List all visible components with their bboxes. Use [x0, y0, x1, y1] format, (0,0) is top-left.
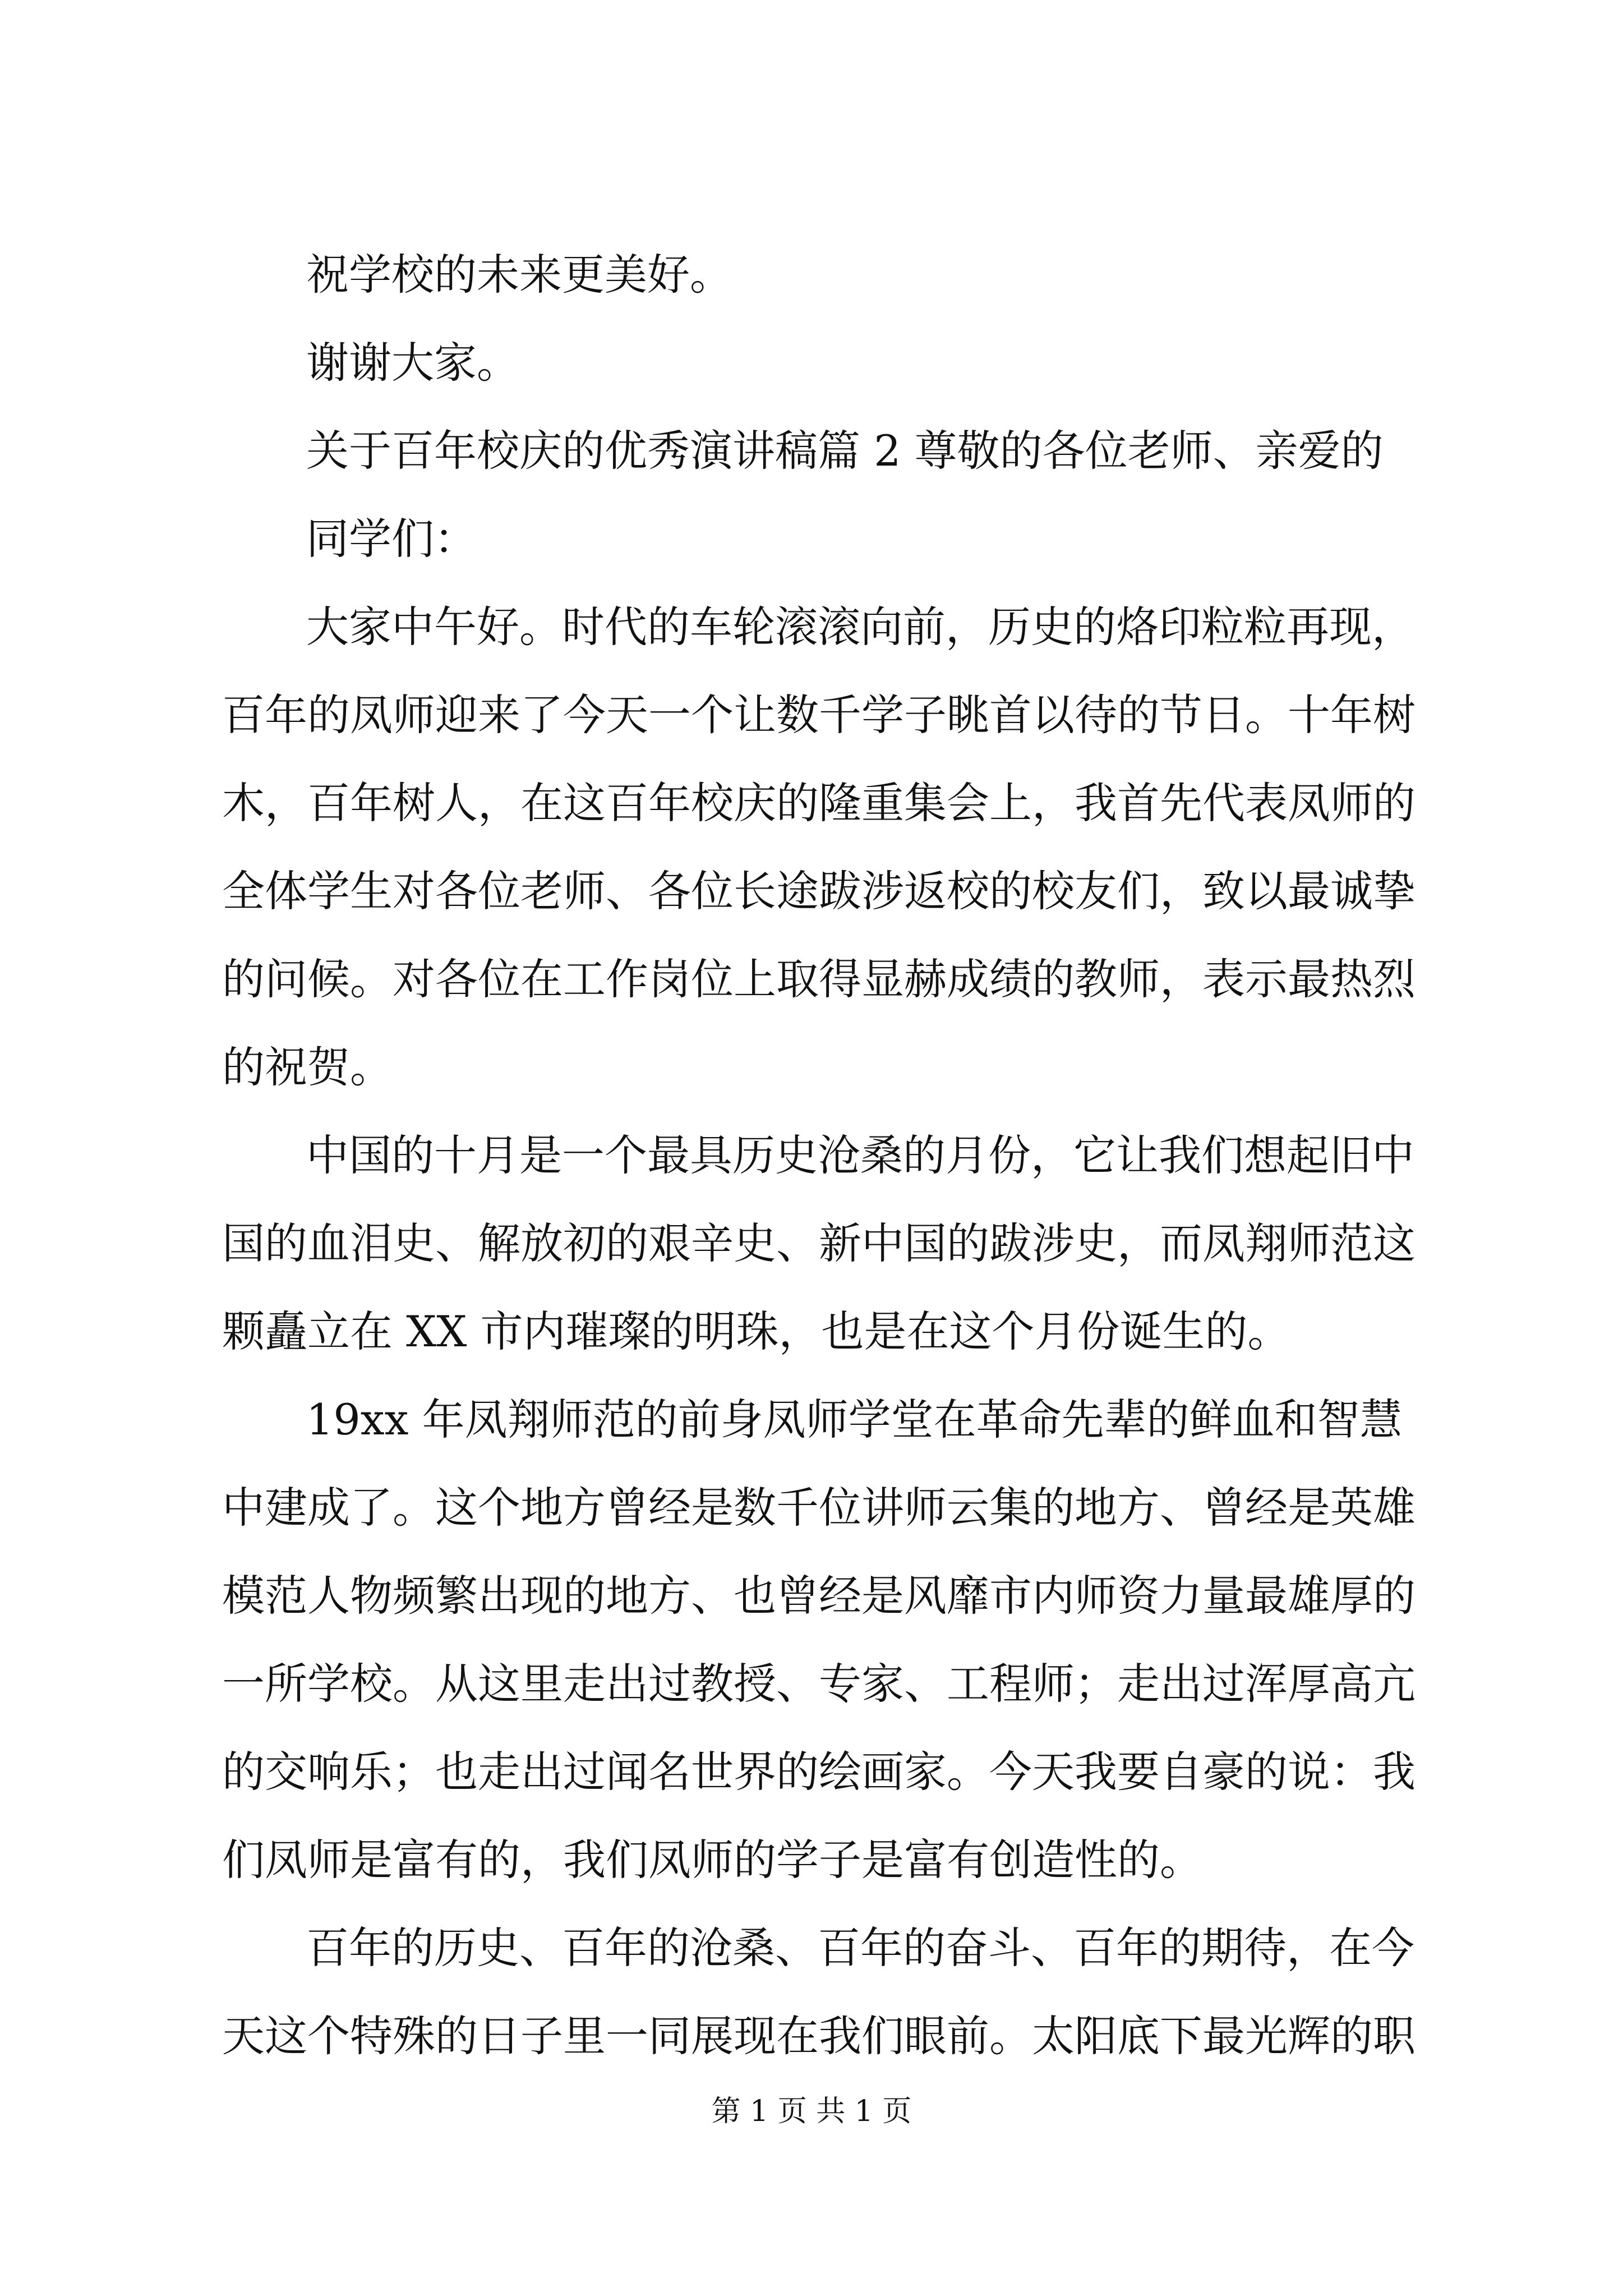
- paragraph-line: 的问候。对各位在工作岗位上取得显赫成绩的教师，表示最热烈: [222, 954, 1415, 1004]
- paragraph-line: 木，百年树人，在这百年校庆的隆重集会上，我首先代表凤师的: [222, 778, 1415, 828]
- paragraph-line: 一所学校。从这里走出过教授、专家、工程师；走出过浑厚高亢: [222, 1659, 1415, 1709]
- paragraph-line: 的交响乐；也走出过闻名世界的绘画家。今天我要自豪的说：我: [222, 1747, 1415, 1797]
- paragraph-line: 们凤师是富有的，我们凤师的学子是富有创造性的。: [222, 1835, 1202, 1885]
- paragraph-line: 关于百年校庆的优秀演讲稿篇 2 尊敬的各位老师、亲爱的: [306, 426, 1384, 476]
- paragraph-line: 同学们：: [306, 514, 477, 564]
- paragraph-line: 百年的历史、百年的沧桑、百年的奋斗、百年的期待，在今: [306, 1923, 1414, 1973]
- paragraph-line: 大家中午好。时代的车轮滚滚向前，历史的烙印粒粒再现，: [306, 602, 1414, 652]
- paragraph-line: 的祝贺。: [222, 1042, 393, 1092]
- paragraph-line: 百年的凤师迎来了今天一个让数千学子眺首以待的节日。十年树: [222, 690, 1415, 740]
- paragraph-line: 颗矗立在 XX 市内璀璨的明珠，也是在这个月份诞生的。: [222, 1306, 1290, 1356]
- paragraph-line: 模范人物频繁出现的地方、也曾经是风靡市内师资力量最雄厚的: [222, 1571, 1415, 1621]
- paragraph-line: 天这个特殊的日子里一同展现在我们眼前。太阳底下最光辉的职: [222, 2011, 1415, 2061]
- paragraph-line: 中国的十月是一个最具历史沧桑的月份，它让我们想起旧中: [306, 1130, 1414, 1180]
- paragraph-line: 祝学校的未来更美好。: [306, 250, 732, 300]
- paragraph-line: 中建成了。这个地方曾经是数千位讲师云集的地方、曾经是英雄: [222, 1483, 1415, 1533]
- paragraph-line: 谢谢大家。: [306, 338, 519, 388]
- paragraph-line: 国的血泪史、解放初的艰辛史、新中国的跋涉史，而凤翔师范这: [222, 1218, 1415, 1268]
- page-number-footer: 第 1 页 共 1 页: [711, 2095, 912, 2128]
- paragraph-line: 19xx 年凤翔师范的前身凤师学堂在革命先辈的鲜血和智慧: [306, 1395, 1403, 1444]
- paragraph-line: 全体学生对各位老师、各位长途跋涉返校的校友们，致以最诚挚: [222, 866, 1415, 916]
